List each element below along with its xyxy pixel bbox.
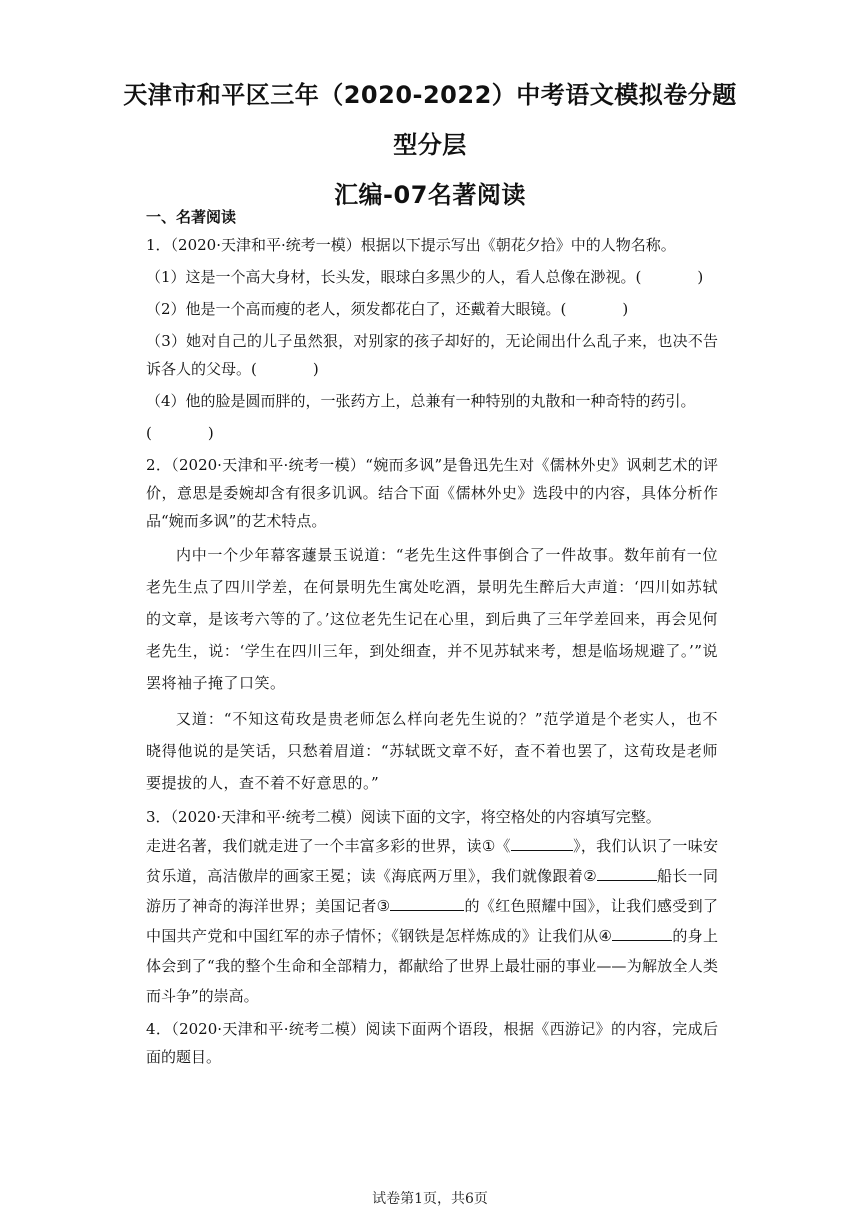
marker-4: ④ xyxy=(598,927,612,945)
title-line-1: 天津市和平区三年（2020-2022）中考语文模拟卷分题型分层 xyxy=(123,81,737,159)
question-1-item-4: （4）他的脸是圆而胖的，一张药方上，总兼有一种特别的丸散和一种奇特的药引。 xyxy=(146,392,696,410)
section-heading: 一、名著阅读 xyxy=(146,208,237,226)
question-3-passage: 走进名著，我们就走进了一个丰富多彩的世界，读①《 》，我们认识了一味安贫乐道，高洁傲岸的画家王冕；读《海底两万里》，我们就像跟着② 船长一同游历了神奇的海洋世界；美国记者③ 的《红色照耀中国》，让我们感受到了中国共产党和中国红军的赤子情怀；《钢铁是怎样炼成的》让我们从④ 的身上体会到了“我的整个生命和全部精力，都献给了世界上最壮丽的事业——为解放全人类而斗争”的崇高。 xyxy=(146,831,718,1011)
question-2-stem: 2．（2020·天津和平·统考一模）“婉而多讽”是鲁迅先生对《儒林外史》讽刺艺术的评价，意思是委婉却含有很多讥讽。结合下面《儒林外史》选段中的内容，具体分析作品“婉而多讽”的艺术特点。 xyxy=(146,456,718,530)
question-1-item-2: （2）他是一个高而瘦的老人，须发都花白了，还戴着大眼镜。( ) xyxy=(146,300,629,318)
blank-4[interactable] xyxy=(612,922,672,941)
page-footer: 试卷第1页，共6页 xyxy=(372,1191,488,1207)
title-line-2: 汇编-07名著阅读 xyxy=(334,181,526,209)
question-3-stem: 3．（2020·天津和平·统考二模）阅读下面的文字，将空格处的内容填写完整。 xyxy=(146,808,661,826)
marker-3: ③ xyxy=(376,897,391,915)
question-2-excerpt-1: 内中一个少年幕客蘧景玉说道：“老先生这件事倒合了一件故事。数年前有一位老先生点了四川学差，在何景明先生寓处吃酒，景明先生醉后大声道：‘四川如苏轼的文章，是该考六等的了。’这位老先生记在心里，到后典了三年学差回来，再会见何老先生，说：‘学生在四川三年，到处细查，并不见苏轼来考，想是临场规避了。’”说罢将袖子掩了口笑。 xyxy=(146,546,718,692)
question-4-stem: 4．（2020·天津和平·统考二模）阅读下面两个语段，根据《西游记》的内容，完成后面的题目。 xyxy=(146,1020,718,1066)
blank-3[interactable] xyxy=(390,892,464,911)
document-title xyxy=(120,70,740,220)
blank-2[interactable] xyxy=(597,862,657,881)
marker-1: ① xyxy=(481,837,496,855)
marker-2: ② xyxy=(583,867,597,885)
question-2-excerpt-2: 又道：“不知这荀玫是贵老师怎么样向老先生说的？”范学道是个老实人，也不晓得他说的是笑话，只愁着眉道：“苏轼既文章不好，查不着也罢了，这荀玫是老师要提拔的人，查不着不好意思的。” xyxy=(146,710,718,792)
blank-1[interactable] xyxy=(511,832,573,851)
question-1-item-1: （1）这是一个高大身材，长头发，眼球白多黑少的人，看人总像在渺视。( ) xyxy=(146,268,704,286)
question-1-item-3: （3）她对自己的儿子虽然狠，对别家的孩子却好的，无论闹出什么乱子来，也决不告诉各人的父母。( ) xyxy=(146,332,718,378)
question-1-stem: 1．（2020·天津和平·统考一模）根据以下提示写出《朝花夕拾》中的人物名称。 xyxy=(146,236,676,254)
question-1-item-4-answer: ( ) xyxy=(146,424,214,442)
document-content xyxy=(146,203,718,1071)
